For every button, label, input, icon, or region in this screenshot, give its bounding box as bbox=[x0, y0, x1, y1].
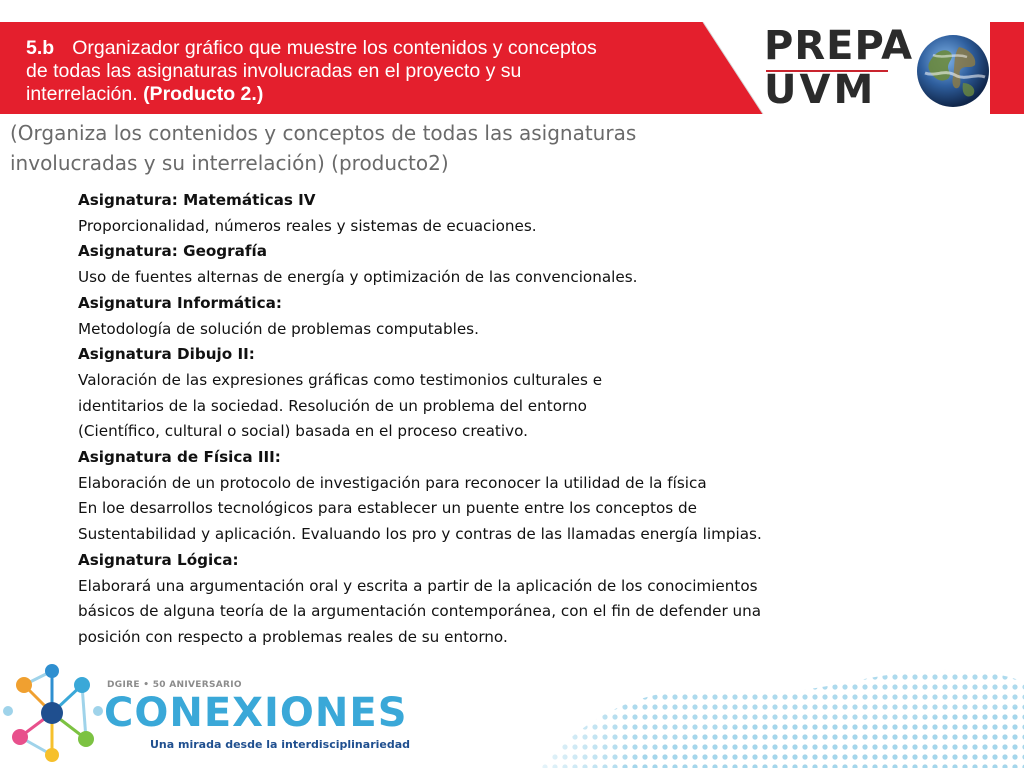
subject-heading: Asignatura de Física III: bbox=[78, 448, 281, 467]
subject-description: Elaborará una argumentación oral y escrita a partir de la aplicación de los conocimientos bbox=[78, 576, 758, 595]
prepa-logo-text: PREPA bbox=[764, 23, 914, 69]
subject-description: Elaboración de un protocolo de investigación para reconocer la utilidad de la física bbox=[78, 473, 707, 492]
title-line-2: de todas las asignaturas involucradas en el proyecto y su bbox=[26, 60, 522, 82]
conexiones-molecule-icon bbox=[0, 655, 110, 768]
subject-description: Uso de fuentes alternas de energía y optimización de las convencionales. bbox=[78, 268, 638, 287]
subject-heading: Asignatura Informática: bbox=[78, 293, 282, 312]
product-label: (Producto 2.) bbox=[143, 83, 264, 105]
footer-conexiones-title: CONEXIONES bbox=[104, 690, 408, 736]
title-number: 5.b bbox=[26, 37, 55, 59]
slide-title bbox=[26, 37, 726, 106]
subject-heading: Asignatura: Matemáticas IV bbox=[78, 191, 316, 209]
subject-description: Valoración de las expresiones gráficas como testimonios culturales e bbox=[78, 370, 603, 389]
title-line-3: interrelación. (Producto 2.) bbox=[26, 83, 264, 105]
subject-description: Sustentabilidad y aplicación. Evaluando los pro y contras de las llamadas energía limpias. bbox=[78, 525, 762, 544]
subject-description: Metodología de solución de problemas computables. bbox=[78, 319, 479, 338]
subject-description: identitarios de la sociedad. Resolución de un problema del entorno bbox=[78, 396, 587, 415]
subtitle-line-2: involucradas y su interrelación) (producto2) bbox=[10, 151, 449, 175]
subject-description: básicos de alguna teoría de la argumentación contemporánea, con el fin de defender una bbox=[78, 602, 762, 621]
slide-subtitle bbox=[10, 118, 730, 178]
subtitle-line-1: (Organiza los contenidos y conceptos de todas las asignaturas bbox=[10, 121, 637, 145]
subject-heading: Asignatura Lógica: bbox=[78, 550, 239, 569]
subject-description: En loe desarrollos tecnológicos para establecer un puente entre los conceptos de bbox=[78, 499, 697, 518]
subject-description: (Científico, cultural o social) basada en el proceso creativo. bbox=[78, 422, 528, 441]
subjects-list bbox=[78, 188, 978, 651]
title-line-1: 5.b Organizador gráfico que muestre los contenidos y conceptos bbox=[26, 37, 597, 59]
footer-anniversary: DGIRE • 50 ANIVERSARIO bbox=[107, 680, 242, 690]
subject-description: Proporcionalidad, números reales y sistemas de ecuaciones. bbox=[78, 216, 537, 235]
subject-heading: Asignatura Dibujo II: bbox=[78, 345, 255, 364]
subject-heading: Asignatura: Geografía bbox=[78, 242, 267, 261]
uvm-logo-text: UVM bbox=[764, 67, 877, 113]
footer-tagline: Una mirada desde la interdisciplinariedad bbox=[150, 738, 411, 751]
subject-description: posición con respecto a problemas reales de su entorno. bbox=[78, 627, 508, 646]
dot-pattern-decoration bbox=[500, 662, 1024, 768]
globe-icon bbox=[915, 33, 991, 109]
